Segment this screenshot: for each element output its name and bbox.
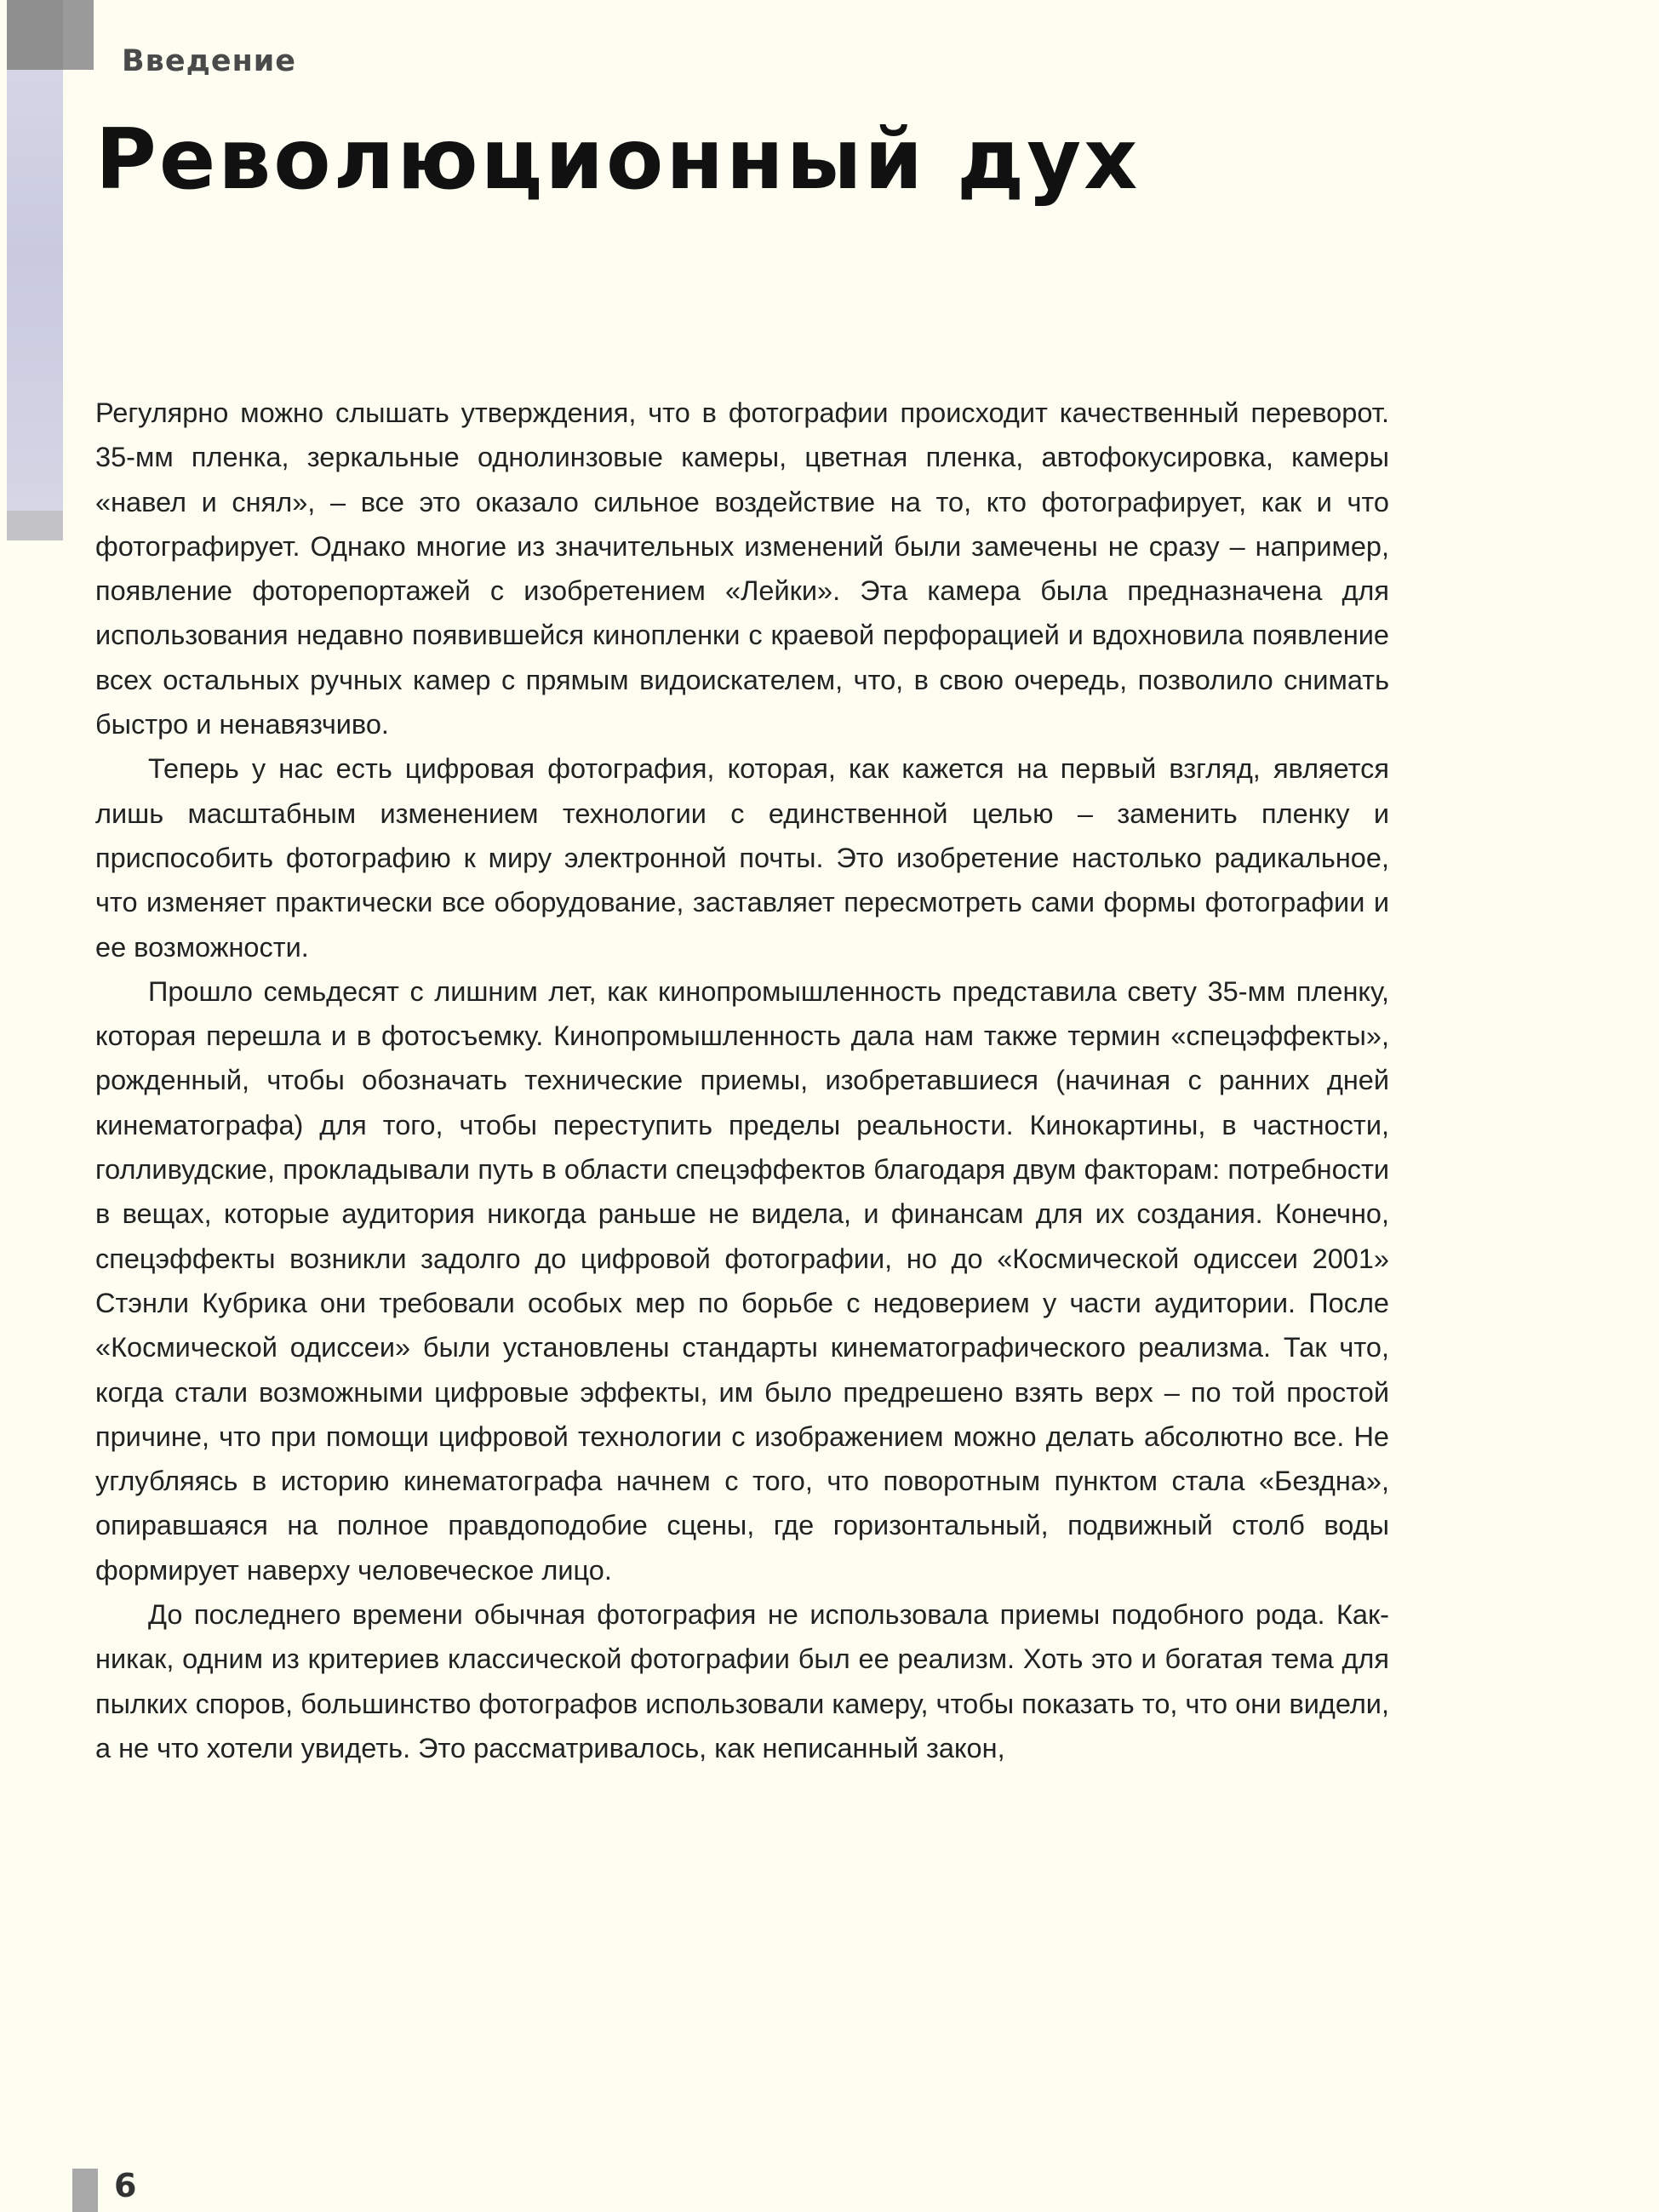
section-label: Введение: [122, 44, 297, 78]
paragraph-3: Прошло семьдесят с лишним лет, как кинопромышленность представила свету 35-мм пленку, которая перешла и в фотосъемку. Кинопромышленность дала нам также термин «спецэффекты», рожденный, чтобы обозначать технические приемы, изобретавшиеся (начиная с ранних дней кинематографа) для того, чтобы переступить пределы реальности. Кинокартины, в частности, голливудские, прокладывали путь в области спецэффектов благодаря двум факторам: потребности в вещах, которые аудитория никогда раньше не видела, и финансам для их создания. Конечно, спецэффекты возникли задолго до цифровой фотографии, но до «Космической одиссеи 2001» Стэнли Кубрика они требовали особых мер по борьбе с недоверием у части аудитории. После «Космической одиссеи» были установлены стандарты кинематографического реализма. Так что, когда стали возможными цифровые эффекты, им было предрешено взять верх – по той простой причине, что при помощи цифровой технологии с изображением можно делать абсолютно все. Не углубляясь в историю кинематографа начнем с того, что поворотным пунктом стала «Бездна», опиравшаяся на полное правдоподобие сцены, где горизонтальный, подвижный столб воды формирует наверху человеческое лицо.: [95, 975, 1389, 1586]
paragraph-4: До последнего времени обычная фотография не использовала приемы подобного рода. Как-никак, одним из критериев классической фотографии был ее реализм. Хоть это и богатая тема для пылких споров, большинство фотографов использовали камеру, чтобы показать то, что они видели, а не что хотели увидеть. Это рассматривалось, как неписанный закон,: [95, 1599, 1389, 1763]
paragraph-2: Теперь у нас есть цифровая фотография, которая, как кажется на первый взгляд, является лишь масштабным изменением технологии с единственной целью – заменить пленку и приспособить фотографию к миру электронной почты. Это изобретение настолько радикальное, что изменяет практически все оборудование, заставляет пересмотреть сами формы фотографии и ее возможности.: [95, 753, 1389, 963]
header-marker-bar: [63, 0, 94, 70]
paragraph-1: Регулярно можно слышать утверждения, что в фотографии происходит качественный переворот. 35-мм пленка, зеркальные однолинзовые камеры, цветная пленка, автофокусировка, камеры «навел и снял», – все это оказало сильное воздействие на то, кто фотографирует, как и что фотографирует. Однако многие из значительных изменений были замечены не сразу – например, появление фоторепортажей с изобретением «Лейки». Эта камера была предназначена для использования недавно появившейся кинопленки с краевой перфорацией и вдохновила появление всех остальных ручных камер с прямым видоискателем, что, в свою очередь, позволило снимать быстро и ненавязчиво.: [95, 397, 1389, 740]
page-number: 6: [114, 2167, 137, 2204]
folio-marker: [72, 2169, 98, 2212]
side-decorative-strip: [7, 0, 63, 540]
article-body: [95, 391, 1389, 1770]
page-title: Революционный дух: [95, 111, 1141, 209]
